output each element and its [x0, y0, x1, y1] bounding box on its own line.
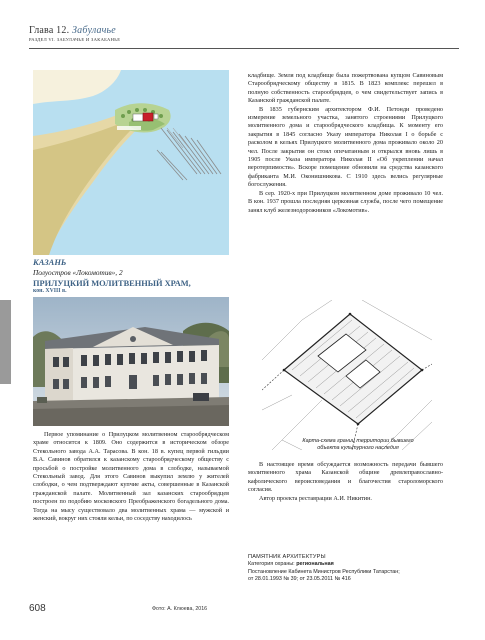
- location-map: [33, 70, 229, 255]
- paragraph: В настоящее время обсуждается возможность передачи бывшего молитвенного храма Казанской общине древлеправославно-кафолического вероисповедания и благочестия староломорского согласия.: [248, 461, 443, 494]
- paragraph: В 1835 губернским архитектором Ф.И. Петонди проведено измерение земельного участка, занятого строениями Прилуцкого молитвенного дома и старообрядческого кладбища. К моменту его закрытия в 1845 согласно Указу императора Николая I о борьбе с расколом в кельях Прилуцкого молитвенного дома проживало около 20 чел. После закрытия он стоял опечатанным и открылся вновь лишь в 1905 после Указа императора Николая II «Об укреплении начал веротерпимости». Вскоре помещение обновили на средства казанского фабриканта М.И. Оконишникова. С 1910 здесь велись регулярные богослужения.: [248, 105, 443, 189]
- header-divider: [29, 48, 459, 49]
- paragraph: кладбище. Земля под кладбище была пожертвована купцом Савиновым Старообрядческому обществу в 1815. В 1823 комплекс перешел в полную собственность старообрядцев, о чем свидетельствует запись в Казанской гражданской палате.: [248, 72, 443, 105]
- chapter-name: Забулачье: [72, 25, 116, 36]
- page-number: 608: [29, 603, 46, 614]
- paragraph: В сер. 1920-х при Прилуцком молитвенном доме проживало 10 чел. В кон. 1937 прошла последняя церковная служба, после чего помещение занял клуб железнодорожников «Локомотив».: [248, 189, 443, 214]
- decree-line-1: Постановление Кабинета Министров Республики Татарстан;: [248, 568, 400, 575]
- monument-info: [248, 554, 448, 584]
- building-photo: [33, 297, 229, 426]
- category-value: региональная: [296, 561, 334, 568]
- diagram-caption: Карта-схема границ территории бывшего объекта культурного наследия: [302, 438, 414, 451]
- side-tab-marker: [0, 300, 11, 384]
- category-label: Категория охраны:: [248, 561, 295, 568]
- photo-credit: Фото: А. Клюева, 2016: [152, 606, 208, 612]
- chapter-heading: [29, 25, 459, 36]
- chapter-number: Глава 12.: [29, 25, 70, 36]
- right-column-text: [248, 72, 443, 215]
- right-column-text-lower: [248, 461, 443, 503]
- paragraph: Первое упоминание о Прилуцком молитвенном старообрядческом храме относится к 1809. Оно содержится в историческом обзоре Стекольного завода А.А. Тарасова. В кон. 18 в. купец первой гильдии В.А. Савинов обратился к казанскому старообрядческому обществу с просьбой о постройке молитвенного дома в слободке, называемой Стекольный завод. Для этого Савинов выкупил землю у жителей слободки, о чем подтверждают купчие акты, совершенные в Казанской гражданской палате. Молитвенный зал казанских старообрядцев построен по подобию московского Преображенского богадельного дома. Тогда на мысу существовало два молитвенных храма — мужской и женский, вокруг них стояли кельи, по соседству находилось: [33, 431, 229, 523]
- address-label: Полуостров «Локомотив», 2: [33, 268, 123, 277]
- boundary-scheme-image: [262, 300, 432, 450]
- paragraph: Автор проекта реставрации А.И. Никитин.: [259, 494, 372, 502]
- building-date: кон. XVIII в.: [33, 288, 67, 294]
- building-caption: [33, 257, 233, 294]
- left-column-text: [33, 431, 229, 523]
- section-heading: РАЗДЕЛ VI. ЗАБУЛАЧЬЕ И ЗАКАБАНЬЕ: [29, 37, 121, 42]
- decree-line-2: от 28.01.1993 № 39; от 23.05.2011 № 416: [248, 576, 351, 583]
- location-map-image: [33, 70, 229, 255]
- city-label: КАЗАНЬ: [33, 257, 67, 267]
- building-photo-image: [33, 297, 229, 426]
- boundary-scheme-diagram: [262, 300, 432, 450]
- building-title: ПРИЛУЦКИЙ МОЛИТВЕННЫЙ ХРАМ,: [33, 279, 191, 288]
- running-header: [29, 25, 459, 42]
- monument-category: [248, 561, 448, 568]
- monument-title: ПАМЯТНИК АРХИТЕКТУРЫ: [248, 554, 326, 560]
